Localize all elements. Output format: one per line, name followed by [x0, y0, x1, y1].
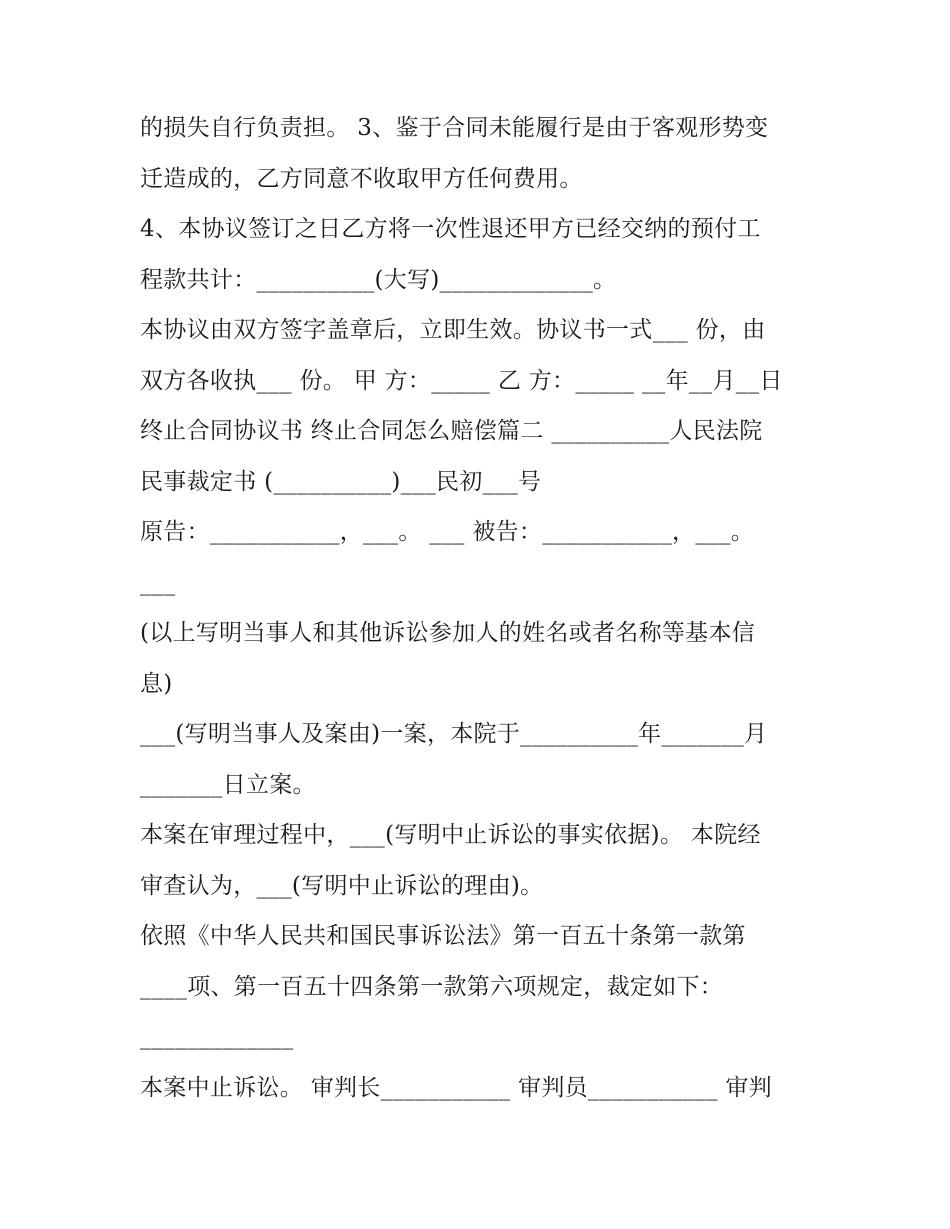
text-line: 程款共计：__________(大写)_____________。 [140, 266, 617, 293]
text-line: 息) [140, 670, 173, 697]
text-line: 的损失自行负责担。 3、鉴于合同未能履行是由于客观形势变 [140, 115, 769, 141]
text-line: 本案中止诉讼。 审判长___________ 审判员___________ 审判 [140, 1074, 772, 1101]
text-line: 依照《中华人民共和国民事诉讼法》第一百五十条第一款第 [140, 923, 746, 949]
text-line: 迁造成的，乙方同意不收取甲方任何费用。 [140, 165, 583, 192]
text-line: ___ [140, 569, 176, 596]
text-line: ___(写明当事人及案由)一案，本院于__________年_______月 [140, 721, 768, 747]
text-line: _____________ [140, 1024, 294, 1050]
text-line: 4、本协议签订之日乙方将一次性退还甲方已经交纳的预付工 [140, 216, 761, 242]
text-line: (以上写明当事人和其他诉讼参加人的姓名或者名称等基本信 [140, 620, 756, 646]
text-line: 双方各收执___ 份。 甲 方：_____ 乙 方：_____ __年__月__日 [140, 367, 783, 394]
document-body [140, 103, 830, 1113]
text-line: 本协议由双方签字盖章后，立即生效。协议书一式___ 份，由 [140, 317, 766, 343]
text-line: 原告：___________，___。 ___ 被告：___________，___。 [140, 519, 755, 545]
text-line: 本案在审理过程中，___(写明中止诉讼的事实依据)。 本院经 [140, 822, 761, 848]
text-line: 审查认为，___(写明中止诉讼的理由)。 [140, 872, 544, 899]
text-line: 民事裁定书 (__________)___民初___号 [140, 468, 542, 495]
text-line: 终止合同协议书 终止合同怎么赔偿篇二 __________人民法院 [140, 418, 763, 444]
text-line: ____项、第一百五十四条第一款第六项规定，裁定如下： [140, 973, 724, 1000]
text-line: _______日立案。 [140, 771, 316, 798]
